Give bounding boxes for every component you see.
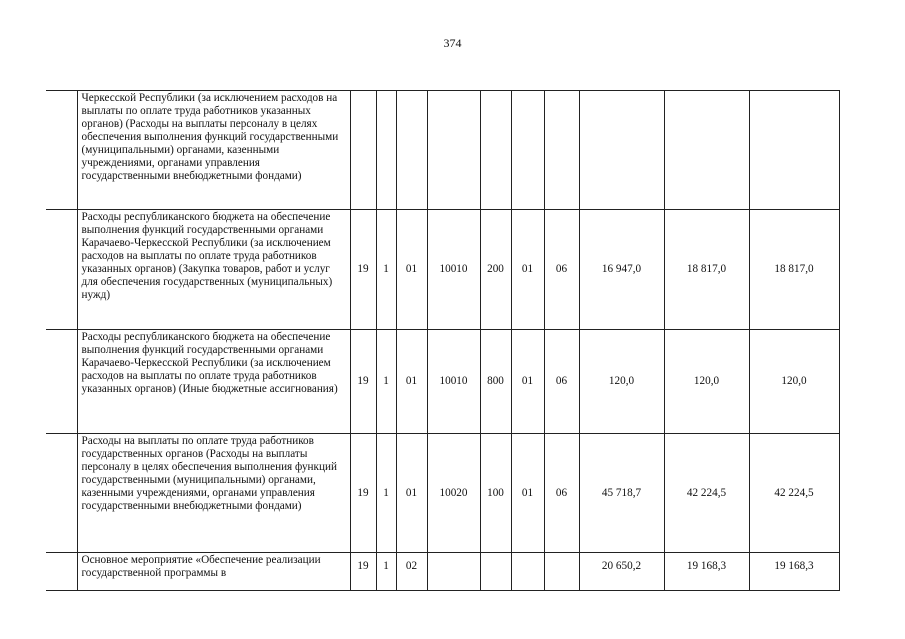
code-gp: 19 bbox=[350, 553, 376, 591]
code-rz: 01 bbox=[511, 330, 544, 434]
amount-year-1: 120,0 bbox=[579, 330, 664, 434]
row-description: Черкесской Республики (за исключением расходов на выплаты по оплате труда работников указанных органов) (Расходы на выплаты персоналу в целях обеспечения выполнения функций государственными (муниципальными) органами, казенными учреждениями, органами управления государственными внебюджетными фондами) bbox=[77, 91, 350, 210]
code-pp: 1 bbox=[376, 210, 396, 330]
code-vr bbox=[480, 553, 511, 591]
table-row bbox=[46, 91, 839, 210]
table-row bbox=[46, 210, 839, 330]
code-gp: 19 bbox=[350, 330, 376, 434]
code-pr bbox=[544, 91, 579, 210]
amount-year-2: 42 224,5 bbox=[664, 434, 749, 553]
page-number: 374 bbox=[443, 36, 462, 50]
code-pp: 1 bbox=[376, 434, 396, 553]
amount-year-3: 42 224,5 bbox=[749, 434, 839, 553]
code-pr: 06 bbox=[544, 210, 579, 330]
code-pp: 1 bbox=[376, 553, 396, 591]
amount-year-3 bbox=[749, 91, 839, 210]
table-row bbox=[46, 434, 839, 553]
amount-year-1: 45 718,7 bbox=[579, 434, 664, 553]
amount-year-2: 19 168,3 bbox=[664, 553, 749, 591]
code-direction: 10010 bbox=[427, 330, 480, 434]
amount-year-1: 16 947,0 bbox=[579, 210, 664, 330]
code-om: 02 bbox=[396, 553, 427, 591]
code-vr bbox=[480, 91, 511, 210]
table-row bbox=[46, 553, 839, 591]
blank-cell bbox=[46, 553, 77, 591]
code-vr: 100 bbox=[480, 434, 511, 553]
code-direction bbox=[427, 553, 480, 591]
code-rz: 01 bbox=[511, 434, 544, 553]
code-pp: 1 bbox=[376, 330, 396, 434]
amount-year-3: 19 168,3 bbox=[749, 553, 839, 591]
blank-cell bbox=[46, 330, 77, 434]
code-direction: 10010 bbox=[427, 210, 480, 330]
code-rz: 01 bbox=[511, 210, 544, 330]
code-pr: 06 bbox=[544, 434, 579, 553]
amount-year-1: 20 650,2 bbox=[579, 553, 664, 591]
row-description: Расходы республиканского бюджета на обеспечение выполнения функций государственными органами Карачаево-Черкесской Республики (за исключением расходов на выплаты по оплате труда работников указанных органов) (Закупка товаров, работ и услуг для обеспечения государственных (муниципальных) нужд) bbox=[77, 210, 350, 330]
table-row bbox=[46, 330, 839, 434]
code-gp bbox=[350, 91, 376, 210]
code-vr: 200 bbox=[480, 210, 511, 330]
code-om: 01 bbox=[396, 330, 427, 434]
code-vr: 800 bbox=[480, 330, 511, 434]
row-description: Расходы республиканского бюджета на обеспечение выполнения функций государственными органами Карачаево-Черкесской Республики (за исключением расходов на выплаты по оплате труда работников указанных органов) (Иные бюджетные ассигнования) bbox=[77, 330, 350, 434]
row-description: Основное мероприятие «Обеспечение реализации государственной программы в bbox=[77, 553, 350, 591]
code-om: 01 bbox=[396, 434, 427, 553]
code-gp: 19 bbox=[350, 210, 376, 330]
code-pr bbox=[544, 553, 579, 591]
code-pr: 06 bbox=[544, 330, 579, 434]
code-om bbox=[396, 91, 427, 210]
amount-year-2: 120,0 bbox=[664, 330, 749, 434]
row-description: Расходы на выплаты по оплате труда работников государственных органов (Расходы на выплаты персоналу в целях обеспечения выполнения функций государственными (муниципальными) органами, казенными учреждениями, органами управления государственными внебюджетными фондами) bbox=[77, 434, 350, 553]
blank-cell bbox=[46, 210, 77, 330]
blank-cell bbox=[46, 91, 77, 210]
code-direction: 10020 bbox=[427, 434, 480, 553]
blank-cell bbox=[46, 434, 77, 553]
amount-year-3: 18 817,0 bbox=[749, 210, 839, 330]
budget-table bbox=[46, 90, 840, 591]
code-om: 01 bbox=[396, 210, 427, 330]
code-direction bbox=[427, 91, 480, 210]
amount-year-1 bbox=[579, 91, 664, 210]
amount-year-3: 120,0 bbox=[749, 330, 839, 434]
code-rz bbox=[511, 91, 544, 210]
code-rz bbox=[511, 553, 544, 591]
amount-year-2 bbox=[664, 91, 749, 210]
amount-year-2: 18 817,0 bbox=[664, 210, 749, 330]
code-pp bbox=[376, 91, 396, 210]
code-gp: 19 bbox=[350, 434, 376, 553]
